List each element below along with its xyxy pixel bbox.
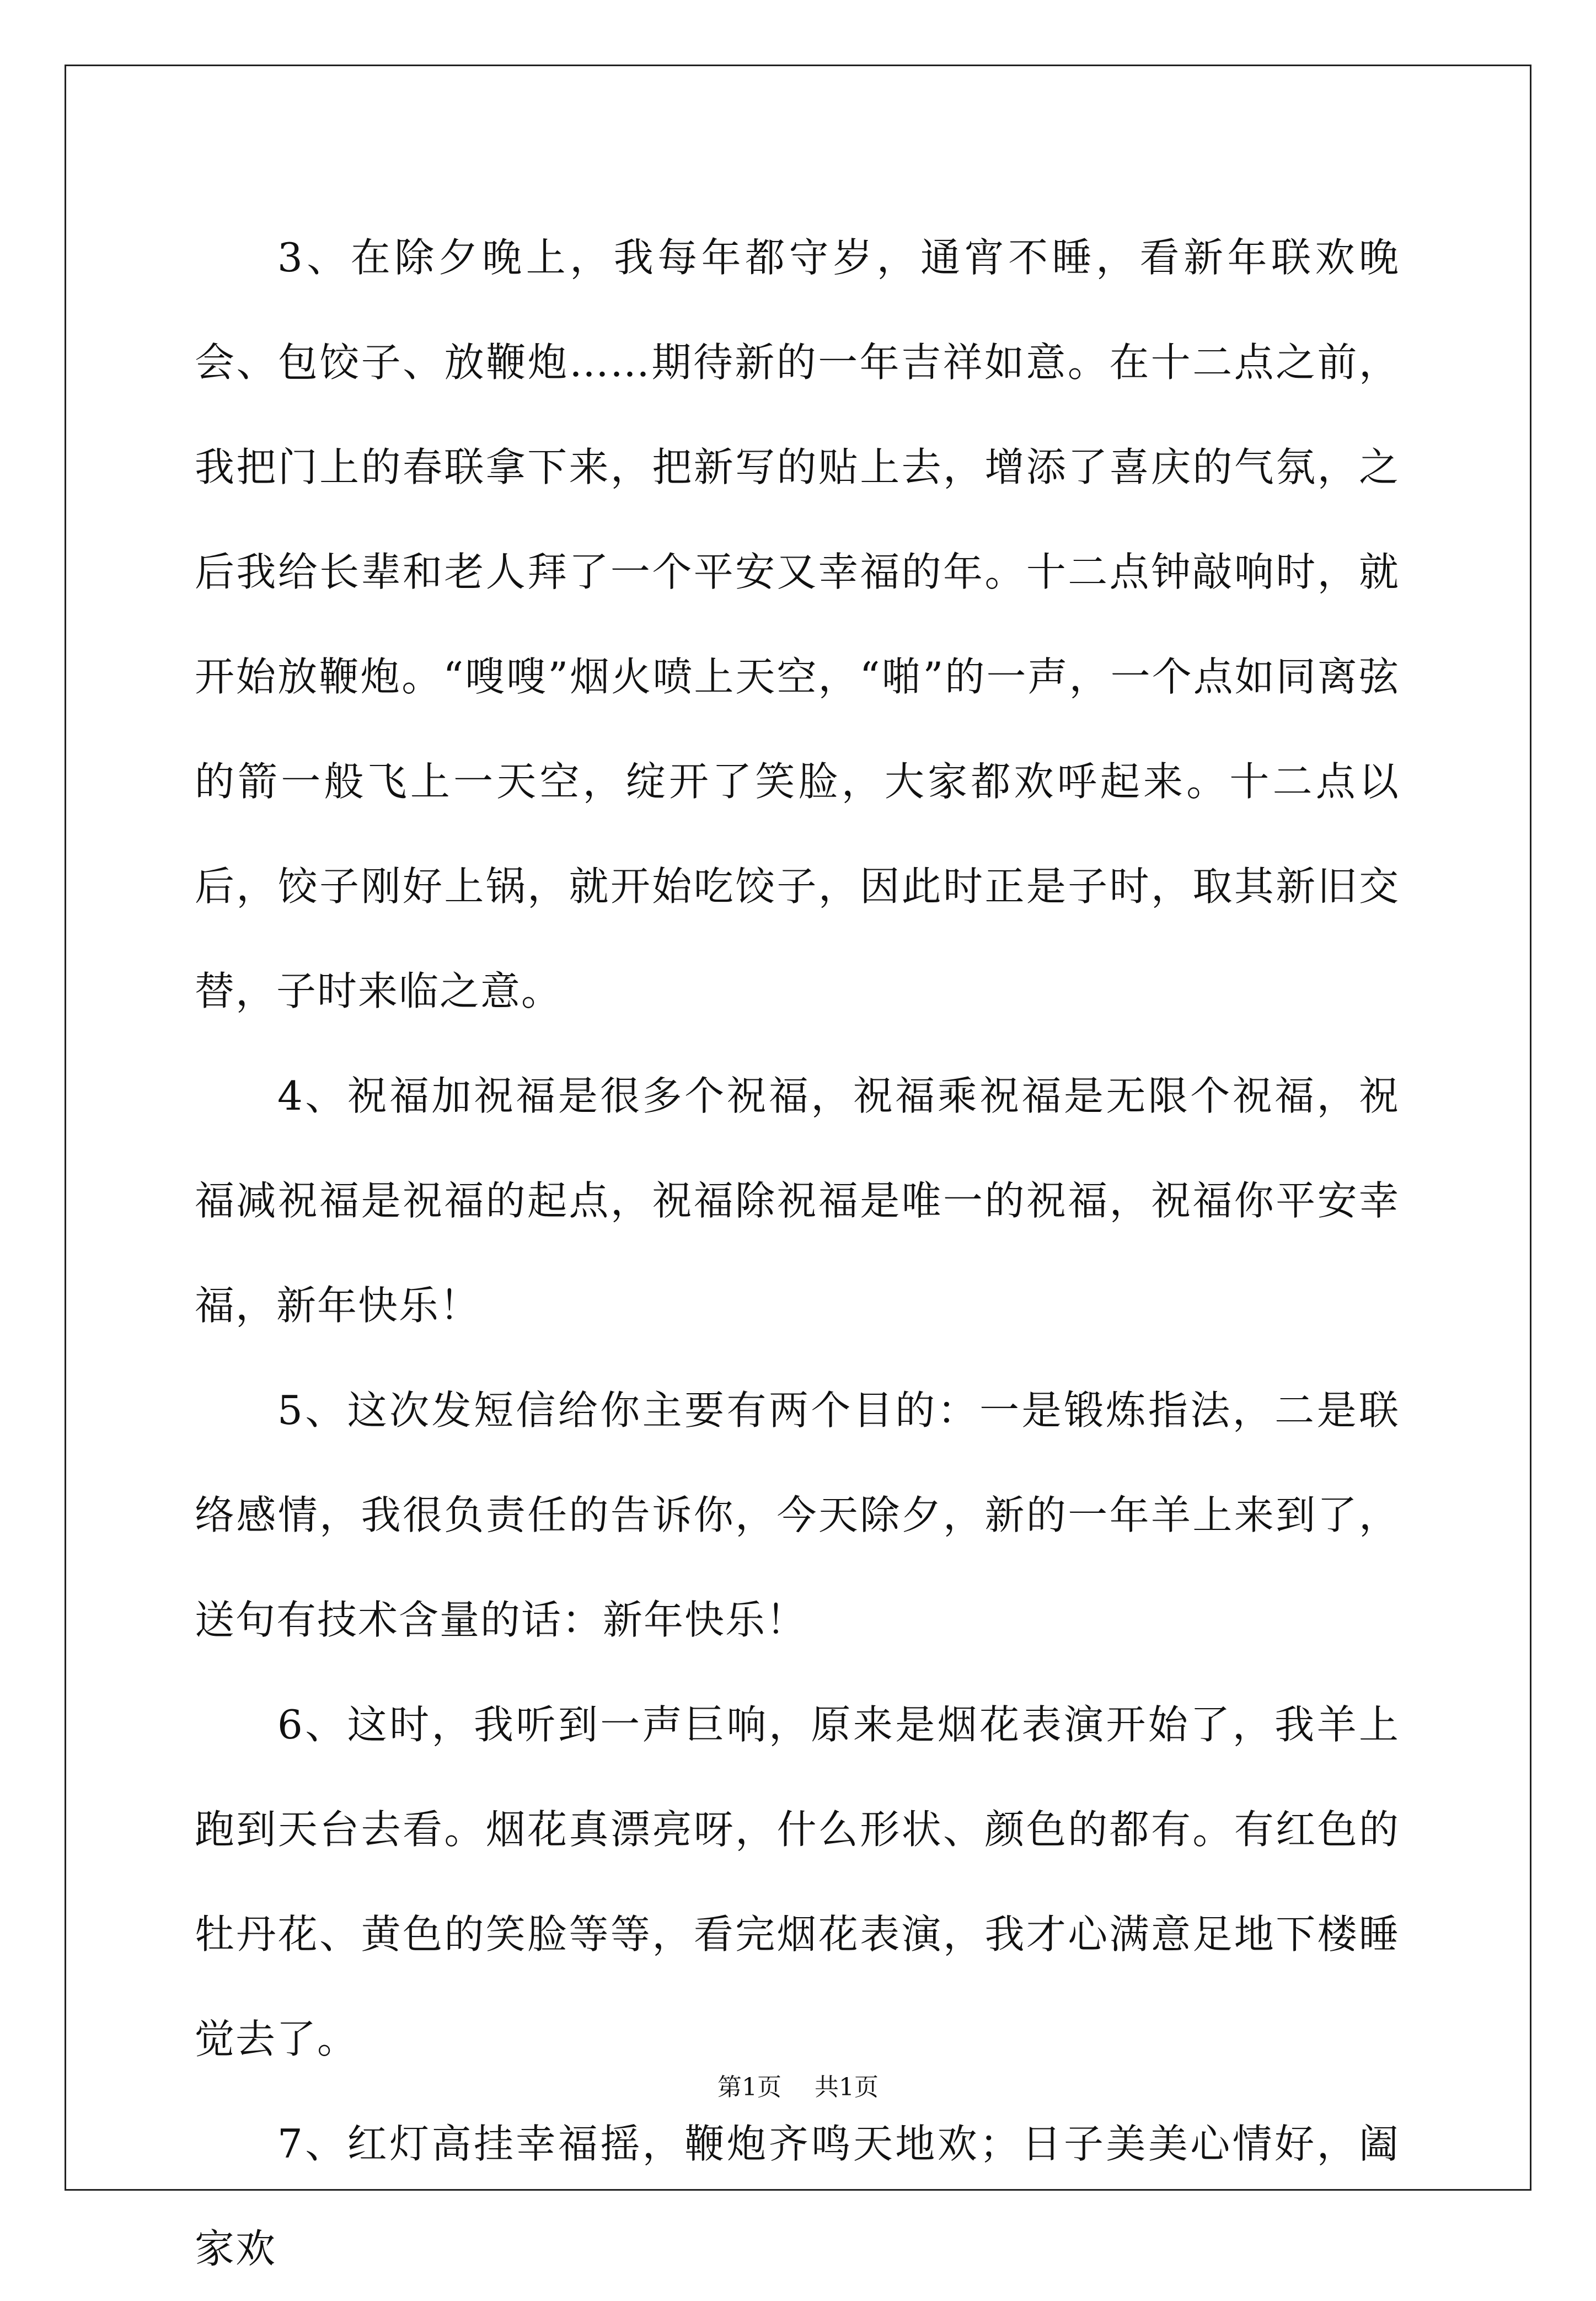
paragraph-7: 7、红灯高挂幸福摇，鞭炮齐鸣天地欢；日子美美心情好，阖家欢 [195,2121,1400,2272]
paragraph-4: 4、祝福加祝福是很多个祝福，祝福乘祝福是无限个祝福，祝福减祝福是祝福的起点，祝福除祝福是唯一的祝福，祝福你平安幸福，新年快乐！ [195,1073,1400,1329]
document-body [195,205,1400,2301]
page-footer [0,2071,1596,2104]
page-total: 共1页 [815,2073,879,2101]
page-number: 第1页 [717,2073,781,2101]
paragraph-3: 3、在除夕晚上，我每年都守岁，通宵不睡，看新年联欢晚会、包饺子、放鞭炮……期待新的一年吉祥如意。在十二点之前，我把门上的春联拿下来，把新写的贴上去，增添了喜庆的气氛，之后我给长辈和老人拜了一个平安又幸福的年。十二点钟敲响时，就开始放鞭炮。“嗖嗖”烟火喷上天空，“啪”的一声，一个点如同离弦的箭一般飞上一天空，绽开了笑脸，大家都欢呼起来。十二点以后，饺子刚好上锅，就开始吃饺子，因此时正是子时，取其新旧交替，子时来临之意。 [195,234,1400,1014]
paragraph-6: 6、这时，我听到一声巨响，原来是烟花表演开始了，我羊上跑到天台去看。烟花真漂亮呀，什么形状、颜色的都有。有红色的牡丹花、黄色的笑脸等等，看完烟花表演，我才心满意足地下楼睡觉去了。 [195,1701,1400,2062]
paragraph-5: 5、这次发短信给你主要有两个目的：一是锻炼指法，二是联络感情，我很负责任的告诉你，今天除夕，新的一年羊上来到了，送句有技术含量的话：新年快乐！ [195,1387,1400,1643]
